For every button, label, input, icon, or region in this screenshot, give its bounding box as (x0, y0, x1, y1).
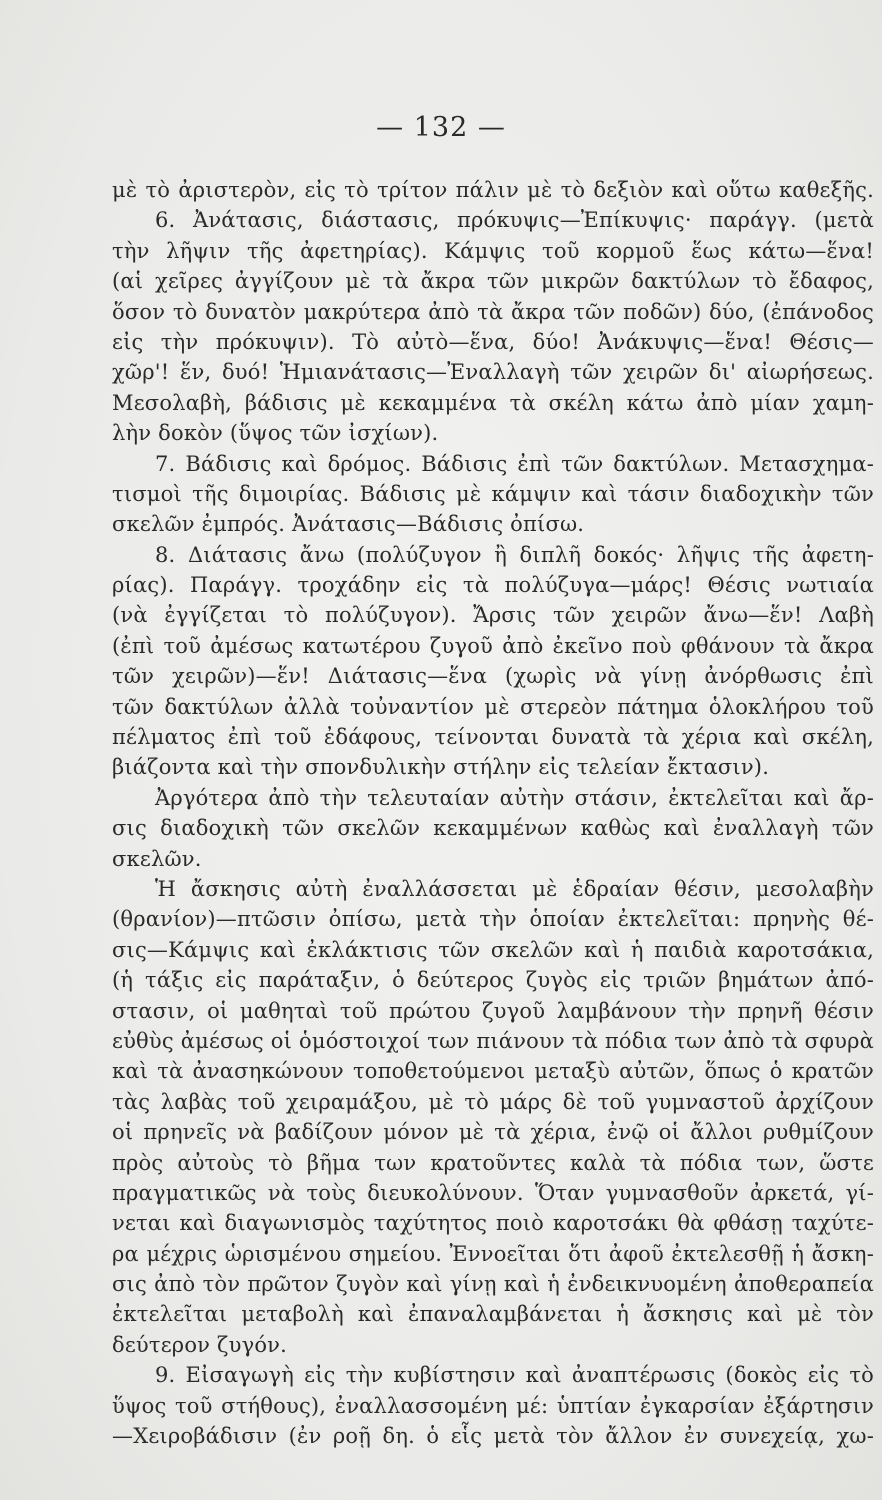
text-line: ὕψος τοῦ στήθους), ἐναλλασσομένη μέ: ὑπτίαν ἐγκαρσίαν ἐξάρτησιν (112, 1393, 874, 1418)
text-line: πρὸς αὐτοὺς τὸ βῆμα των κρατοῦντες καλὰ τὰ πόδια των, ὥστε (112, 1150, 874, 1175)
text-line: πέλματος ἐπὶ τοῦ ἐδάφους, τείνονται δυνατὰ τὰ χέρια καὶ σκέλη, (112, 725, 874, 750)
body-text (112, 175, 874, 1451)
text-line: σις διαδοχικὴ τῶν σκελῶν κεκαμμένων καθὼς καὶ ἐναλλαγὴ τῶν (112, 816, 874, 841)
text-line: —Χειροβάδισιν (ἐν ροῇ δη. ὁ εἷς μετὰ τὸν ἄλλον ἐν συνεχείᾳ, χω- (112, 1424, 874, 1449)
text-line: τὴν λῆψιν τῆς ἀφετηρίας). Κάμψις τοῦ κορμοῦ ἕως κάτω—ἕνα! (112, 238, 874, 263)
text-line: ἐκτελεῖται μεταβολὴ καὶ ἐπαναλαμβάνεται ἡ ἄσκησις καὶ μὲ τὸν (112, 1302, 874, 1327)
text-line: Ἀργότερα ἀπὸ τὴν τελευταίαν αὐτὴν στάσιν, ἐκτελεῖται καὶ ἄρ- (155, 785, 874, 810)
text-line: λὴν δοκὸν (ὕψος τῶν ἰσχίων). (112, 421, 439, 446)
text-line: ὅσον τὸ δυνατὸν μακρύτερα ἀπὸ τὰ ἄκρα τῶν ποδῶν) δύο, (ἐπάνοδος (112, 299, 874, 324)
text-line: εἰς τὴν πρόκυψιν). Τὸ αὐτὸ—ἕνα, δύο! Ἀνάκυψις—ἕνα! Θέσις— (112, 329, 874, 354)
page-number: — 132 — (376, 112, 506, 143)
text-line: οἱ πρηνεῖς νὰ βαδίζουν μόνον μὲ τὰ χέρια, ἐνῷ οἱ ἄλλοι ρυθμίζουν (112, 1120, 874, 1145)
text-line: 9. Εἰσαγωγὴ εἰς τὴν κυβίστησιν καὶ ἀναπτέρωσις (δοκὸς εἰς τὸ (155, 1363, 874, 1388)
text-line: Μεσολαβὴ, βάδισις μὲ κεκαμμένα τὰ σκέλη κάτω ἀπὸ μίαν χαμη- (112, 390, 874, 415)
text-line: τὰς λαβὰς τοῦ χειραμάξου, μὲ τὸ μάρς δὲ τοῦ γυμναστοῦ ἀρχίζουν (112, 1089, 874, 1114)
text-line: καὶ τὰ ἀνασηκώνουν τοποθετούμενοι μεταξὺ αὐτῶν, ὅπως ὁ κρατῶν (112, 1059, 874, 1084)
text-line: τισμοὶ τῆς διμοιρίας. Βάδισις μὲ κάμψιν καὶ τάσιν διαδοχικὴν τῶν (112, 481, 874, 506)
text-line: (ἡ τάξις εἰς παράταξιν, ὁ δεύτερος ζυγὸς εἰς τριῶν βημάτων ἀπό- (112, 968, 874, 993)
text-line: σκελῶν. (112, 846, 202, 871)
text-line: 7. Βάδισις καὶ δρόμος. Βάδισις ἐπὶ τῶν δακτύλων. Μετασχημα- (155, 451, 874, 476)
text-line: μὲ τὸ ἀριστερὸν, εἰς τὸ τρίτον πάλιν μὲ τὸ δεξιὸν καὶ οὕτω καθεξῆς. (112, 178, 874, 202)
text-line: στασιν, οἱ μαθηταὶ τοῦ πρώτου ζυγοῦ λαμβάνουν τὴν πρηνῆ θέσιν (112, 998, 874, 1023)
text-line: σκελῶν ἐμπρός. Ἀνάτασις—Βάδισις ὀπίσω. (112, 512, 585, 537)
text-line: τῶν δακτύλων ἀλλὰ τοὐναντίον μὲ στερεὸν πάτημα ὁλοκλήρου τοῦ (112, 694, 874, 719)
text-line: σις—Κάμψις καὶ ἐκλάκτισις τῶν σκελῶν καὶ ἡ παιδιὰ καροτσάκια, (112, 937, 874, 962)
text-line: (ἐπὶ τοῦ ἀμέσως κατωτέρου ζυγοῦ ἀπὸ ἐκεῖνο ποὺ φθάνουν τὰ ἄκρα (112, 633, 874, 658)
text-line: ρίας). Παράγγ. τροχάδην εἰς τὰ πολύζυγα—μάρς! Θέσις νωτιαία (112, 573, 874, 598)
text-line: βιάζοντα καὶ τὴν σπονδυλικὴν στήλην εἰς τελείαν ἔκτασιν). (112, 755, 770, 780)
text-line: εὐθὺς ἀμέσως οἱ ὁμόστοιχοί των πιάνουν τὰ πόδια των ἀπὸ τὰ σφυρὰ (112, 1028, 874, 1053)
text-line: (νὰ ἐγγίζεται τὸ πολύζυγον). Ἄρσις τῶν χειρῶν ἄνω—ἕν! Λαβὴ (112, 603, 874, 628)
text-line: δεύτερον ζυγόν. (112, 1332, 287, 1357)
text-line: ρα μέχρις ὡρισμένου σημείου. Ἐννοεῖται ὅτι ἀφοῦ ἐκτελεσθῇ ἡ ἄσκη- (112, 1241, 874, 1266)
text-line: τῶν χειρῶν)—ἕν! Διάτασις—ἕνα (χωρὶς νὰ γίνῃ ἀνόρθωσις ἐπὶ (112, 664, 874, 689)
text-line: πραγματικῶς νὰ τοὺς διευκολύνουν. Ὅταν γυμνασθοῦν ἀρκετά, γί- (112, 1180, 874, 1205)
text-line: 8. Διάτασις ἄνω (πολύζυγον ἢ διπλῆ δοκός· λῆψις τῆς ἀφετη- (155, 542, 874, 567)
text-line: (αἱ χεῖρες ἀγγίζουν μὲ τὰ ἄκρα τῶν μικρῶν δακτύλων τὸ ἔδαφος, (112, 269, 874, 294)
text-line: (θρανίον)—πτῶσιν ὀπίσω, μετὰ τὴν ὁποίαν ἐκτελεῖται: πρηνὴς θέ- (112, 907, 874, 932)
text-line: Ἡ ἄσκησις αὐτὴ ἐναλλάσσεται μὲ ἑδραίαν θέσιν, μεσολαβὴν (155, 876, 874, 901)
text-line: 6. Ἀνάτασις, διάστασις, πρόκυψις—Ἐπίκυψις· παράγγ. (μετὰ (155, 208, 874, 233)
text-line: σις ἀπὸ τὸν πρῶτον ζυγὸν καὶ γίνῃ καὶ ἡ ἐνδεικνυομένη ἀποθεραπεία (112, 1272, 874, 1297)
text-line: χῶρ'! ἕν, δυό! Ἡμιανάτασις—Ἐναλλαγὴ τῶν χειρῶν δι' αἰωρήσεως. (112, 360, 874, 385)
text-line: νεται καὶ διαγωνισμὸς ταχύτητος ποιὸ καροτσάκι θὰ φθάσῃ ταχύτε- (112, 1211, 874, 1236)
